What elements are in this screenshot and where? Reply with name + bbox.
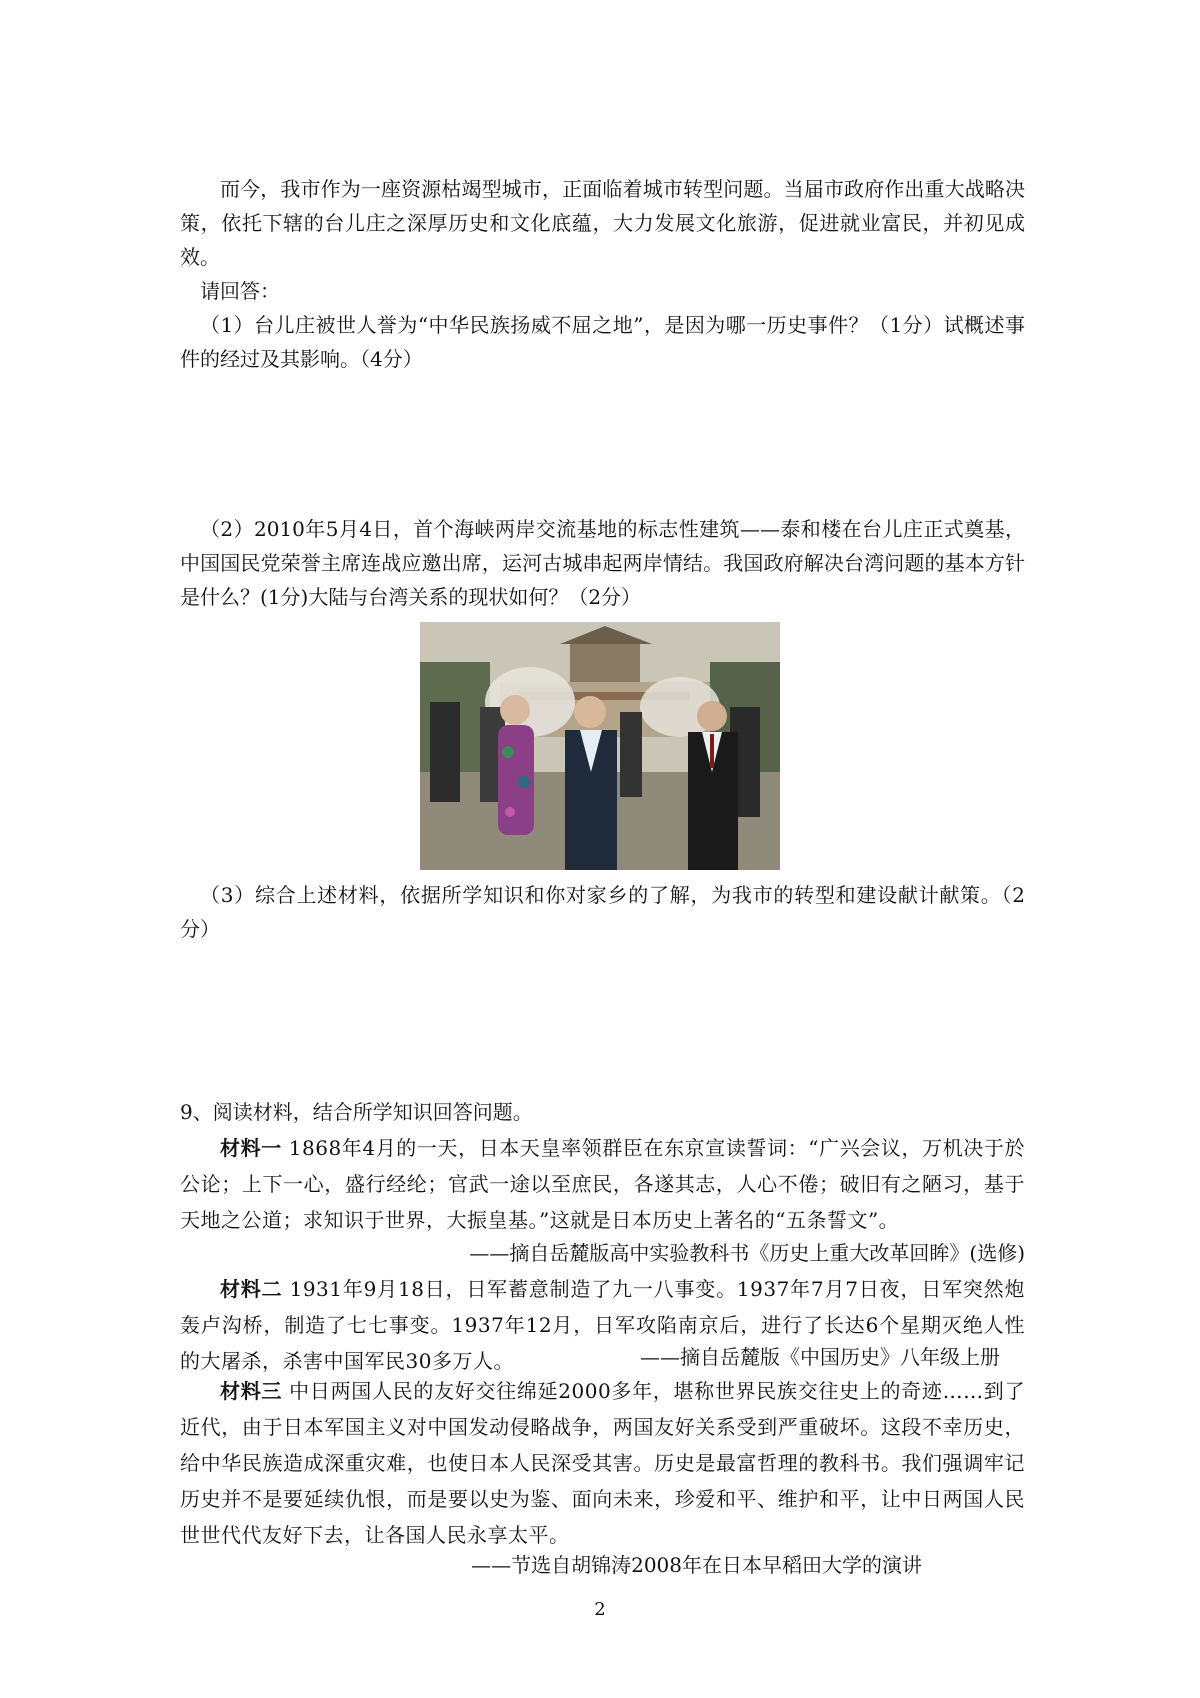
page-number: 2 <box>594 1599 606 1620</box>
material-1 <box>180 1130 1025 1238</box>
material-1-text: 1868年4月的一天，日本天皇率领群臣在东京宣读誓词：“广兴会议，万机决于於公论；上下一心，盛行经纶；官武一途以至庶民，各遂其志，人心不倦；破旧有之陋习，基于天地之公道；求知识于世界，大振皇基。”这就是日本历史上著名的“五条誓文”。 <box>180 1136 1025 1232</box>
material-1-label: 材料一 <box>220 1136 282 1160</box>
photo-illustration <box>420 622 780 870</box>
material-1-source: ——摘自岳麓版高中实验教科书《历史上重大改革回眸》(选修) <box>469 1241 1025 1265</box>
material-2-source: ——摘自岳麓版《中国历史》八年级上册 <box>640 1345 1000 1369</box>
material-3-text: 中日两国人民的友好交往绵延2000多年，堪称世界民族交往史上的奇迹……到了近代，由于日本军国主义对中国发动侵略战争，两国友好关系受到严重破坏。这段不幸历史，给中华民族造成深重灾难，也使日本人民深受其害。历史是最富哲理的教科书。我们强调牢记历史并不是要延续仇恨，而是要以史为鉴、面向未来，珍爱和平、维护和平，让中日两国人民世世代代友好下去，让各国人民永享太平。 <box>180 1379 1025 1547</box>
question-2: （2）2010年5月4日，首个海峡两岸交流基地的标志性建筑——泰和楼在台儿庄正式奠基，中国国民党荣誉主席连战应邀出席，运河古城串起两岸情结。我国政府解决台湾问题的基本方针是什么？(1分)大陆与台湾关系的现状如何？（2分） <box>180 517 1025 609</box>
material-3 <box>180 1373 1025 1553</box>
question-1: （1）台儿庄被世人誉为“中华民族扬威不屈之地”，是因为哪一历史事件？（1分）试概述事件的经过及其影响。（4分） <box>180 313 1025 371</box>
prompt-please-answer: 请回答： <box>200 279 280 303</box>
question-9-heading: 9、阅读材料，结合所学知识回答问题。 <box>180 1100 533 1124</box>
paragraph-city-transformation: 而今，我市作为一座资源枯竭型城市，正面临着城市转型问题。当届市政府作出重大战略决策，依托下辖的台儿庄之深厚历史和文化底蕴，大力发展文化旅游，促进就业富民，并初见成效。 <box>180 177 1025 269</box>
question-3: （3）综合上述材料，依据所学知识和你对家乡的了解，为我市的转型和建设献计献策。（2分） <box>180 883 1025 941</box>
material-3-source: ——节选自胡锦涛2008年在日本早稻田大学的演讲 <box>471 1553 922 1577</box>
material-3-label: 材料三 <box>220 1379 283 1403</box>
material-2-text: 1931年9月18日，日军蓄意制造了九一八事变。1937年7月7日夜，日军突然炮轰卢沟桥，制造了七七事变。1937年12月，日军攻陷南京后，进行了长达6个星期灭绝人性的大屠杀，杀害中国军民30多万人。 <box>180 1277 1025 1373</box>
photo-taierzhuang-visit <box>420 622 780 870</box>
material-2-label: 材料二 <box>220 1277 283 1301</box>
